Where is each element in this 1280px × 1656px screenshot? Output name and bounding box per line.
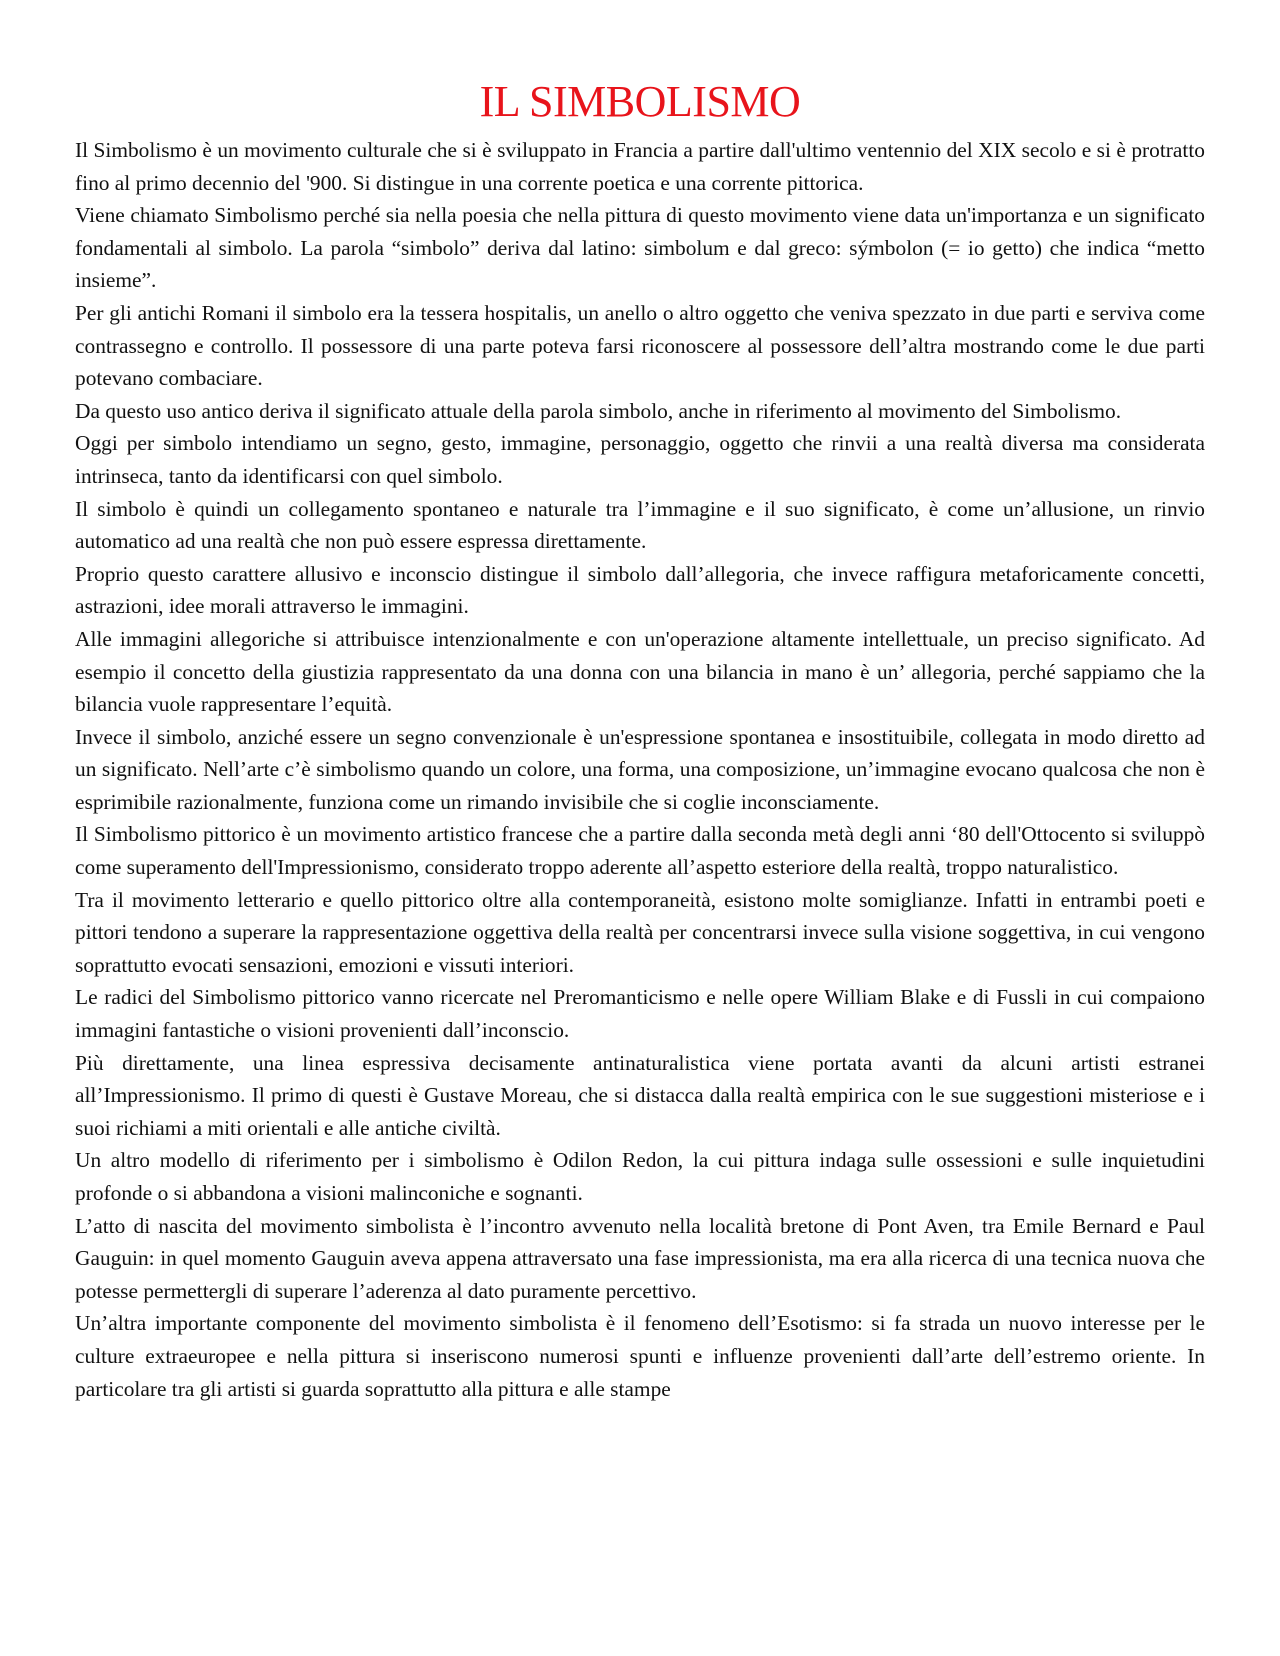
paragraph: Proprio questo carattere allusivo e inconscio distingue il simbolo dall’allegoria, che invece raffigura metaforicamente concetti, astrazioni, idee morali attraverso le immagini. xyxy=(75,561,1205,619)
paragraph: L’atto di nascita del movimento simbolista è l’incontro avvenuto nella località bretone di Pont Aven, tra Emile Bernard e Paul Gauguin: in quel momento Gauguin aveva appena attraversato una fase impressionista, ma era alla ricerca di una tecnica nuova che potesse permettergli di superare l’aderenza al dato puramente percettivo. xyxy=(75,1213,1205,1303)
paragraph: Da questo uso antico deriva il significato attuale della parola simbolo, anche in riferimento al movimento del Simbolismo. xyxy=(75,398,1122,423)
paragraph: Il simbolo è quindi un collegamento spontaneo e naturale tra l’immagine e il suo significato, è come un’allusione, un rinvio automatico ad una realtà che non può essere espressa direttamente. xyxy=(75,496,1205,554)
paragraph: Il Simbolismo è un movimento culturale che si è sviluppato in Francia a partire dall'ultimo ventennio del XIX secolo e si è protratto fino al primo decennio del '900. Si distingue in una corrente poetica e una corrente pittorica. xyxy=(75,138,1205,195)
paragraph: Più direttamente, una linea espressiva decisamente antinaturalistica viene portata avanti da alcuni artisti estranei all’Impressionismo. Il primo di questi è Gustave Moreau, che si distacca dalla realtà empirica con le sue suggestioni misteriose e i suoi richiami a miti orientali e alle antiche civiltà. xyxy=(75,1050,1205,1140)
paragraph: Le radici del Simbolismo pittorico vanno ricercate nel Preromanticismo e nelle opere William Blake e di Fussli in cui compaiono immagini fantastiche o visioni provenienti dall’inconscio. xyxy=(75,985,1205,1043)
document-page xyxy=(75,72,1205,1405)
paragraph: Invece il simbolo, anziché essere un segno convenzionale è un'espressione spontanea e insostituibile, collegata in modo diretto ad un significato. Nell’arte c’è simbolismo quando un colore, una forma, una composizione, un’immagine evocano qualcosa che non è esprimibile razionalmente, funziona come un rimando invisibile che si coglie inconsciamente. xyxy=(75,724,1205,814)
document-body xyxy=(75,134,1205,1405)
paragraph: Alle immagini allegoriche si attribuisce intenzionalmente e con un'operazione altamente intellettuale, un preciso significato. Ad esempio il concetto della giustizia rappresentato da una donna con una bilancia in mano è un’ allegoria, perché sappiamo che la bilancia vuole rappresentare l’equità. xyxy=(75,626,1205,717)
paragraph: Oggi per simbolo intendiamo un segno, gesto, immagine, personaggio, oggetto che rinvii a una realtà diversa ma considerata intrinseca, tanto da identificarsi con quel simbolo. xyxy=(75,431,1205,488)
paragraph: Per gli antichi Romani il simbolo era la tessera hospitalis, un anello o altro oggetto che veniva spezzato in due parti e serviva come contrassegno e controllo. Il possessore di una parte poteva farsi riconoscere al possessore dell’altra mostrando come le due parti potevano combaciare. xyxy=(75,300,1205,391)
paragraph: Tra il movimento letterario e quello pittorico oltre alla contemporaneità, esistono molte somiglianze. Infatti in entrambi poeti e pittori tendono a superare la rappresentazione oggettiva della realtà per concentrarsi invece sulla visione soggettiva, in cui vengono soprattutto evocati sensazioni, emozioni e vissuti interiori. xyxy=(75,887,1205,977)
paragraph: Un’altra importante componente del movimento simbolista è il fenomeno dell’Esotismo: si fa strada un nuovo interesse per le culture extraeuropee e nella pittura si inseriscono numerosi spunti e influenze provenienti dall’arte dell’estremo oriente. In particolare tra gli artisti si guarda soprattutto alla pittura e alle stampe xyxy=(75,1311,1205,1401)
document-title: IL SIMBOLISMO xyxy=(479,77,801,126)
paragraph: Il Simbolismo pittorico è un movimento artistico francese che a partire dalla seconda metà degli anni ‘80 dell'Ottocento si sviluppò come superamento dell'Impressionismo, considerato troppo aderente all’aspetto esteriore della realtà, troppo naturalistico. xyxy=(75,822,1205,880)
paragraph: Un altro modello di riferimento per i simbolismo è Odilon Redon, la cui pittura indaga sulle ossessioni e sulle inquietudini profonde o si abbandona a visioni malinconiche e sognanti. xyxy=(75,1148,1205,1205)
paragraph: Viene chiamato Simbolismo perché sia nella poesia che nella pittura di questo movimento viene data un'importanza e un significato fondamentali al simbolo. La parola “simbolo” deriva dal latino: simbolum e dal greco: sýmbolon (= io getto) che indica “metto insieme”. xyxy=(75,203,1205,293)
